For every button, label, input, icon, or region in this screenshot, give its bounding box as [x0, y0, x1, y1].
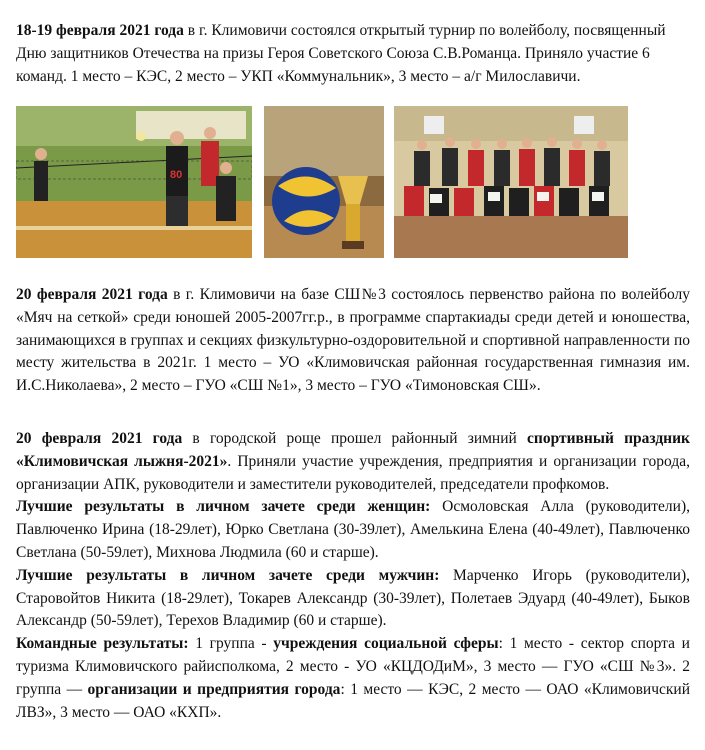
group1-name: учреждения социальной сферы [273, 635, 499, 653]
women-results [16, 496, 690, 564]
team-results-label: Командные результаты: [16, 635, 189, 653]
event-name: спортивный праздник «Климовичская лыжня-2021» [16, 430, 690, 470]
men-results [16, 565, 690, 633]
women-results-label: Лучшие результаты в личном зачете среди женщин: [16, 498, 431, 516]
svg-text:80: 80 [170, 169, 183, 181]
group2-name: организации и предприятия города [87, 680, 341, 698]
women-results-text: Осмоловская Алла (руководители), Павлюченко Ирина (18-29лет), Юрко Светлана (30-39лет), Амелькина Елена (40-49лет), Павлюченко Светлана (50-59лет), Михнова Людмила (60 и старше). [16, 498, 690, 561]
news-item-ski-festival [16, 428, 690, 724]
news-paragraph [16, 428, 690, 496]
news-date: 20 февраля 2021 года [16, 430, 183, 447]
men-results-label: Лучшие результаты в личном зачете среди мужчин: [16, 566, 440, 584]
news-paragraph [16, 20, 690, 88]
news-text: в городской роще прошел районный зимний [182, 430, 528, 447]
news-date: 18-19 февраля 2021 года [16, 22, 184, 39]
news-item-youth-volleyball [16, 284, 690, 398]
volleyball-game-photo[interactable] [16, 106, 252, 258]
news-date: 20 февраля 2021 года [16, 286, 168, 303]
team-results-text: 1 группа - [188, 635, 274, 653]
volleyball-trophy-photo[interactable] [264, 106, 384, 258]
news-item-volleyball-tournament [16, 20, 690, 88]
news-text: в г. Климовичи на базе СШ№3 состоялось первенство района по волейболу «Мяч на сеткой» среди юношей 2005-2007гг.р., в программе спартакиады среди детей и юношества, занимающихся в группах и секциях физкультурно-оздоровительной и спортивной направленности по месту жительства в 2021г. 1 место – УО «Климовичская районная государственная гимназия им. И.С.Николаева», 2 место – ГУО «СШ №1», 3 место – ГУО «Тимоновская СШ». [16, 286, 690, 395]
team-results-text: : 1 место - сектор спорта и туризма Климовичского райисполкома, 2 место - УО «КЦДОДиМ», 3 место — ГУО «СШ №3». 2 группа — [16, 635, 690, 698]
team-results-text: : 1 место — КЭС, 2 место — ОАО «Климовичский ЛВЗ», 3 место — ОАО «КХП». [16, 680, 691, 721]
news-text: . Приняли участие учреждения, предприятия и организации города, организации АПК, руководители и заместители руководителей, председатели профкомов. [16, 452, 690, 493]
team-results [16, 633, 690, 724]
team-group-photo[interactable] [394, 106, 628, 258]
news-paragraph [16, 284, 690, 398]
news-text: в г. Климовичи состоялся открытый турнир по волейболу, посвященный Дню защитников Отечества на призы Героя Советского Союза С.В.Романца. Приняло участие 6 команд. 1 место – КЭС, 2 место – УКП «Коммунальник», 3 место – а/г Милославичи. [16, 22, 666, 85]
men-results-text: Марченко Игорь (руководители), Старовойтов Никита (18-29лет), Токарев Александр (30-39лет), Полетаев Эдуард (40-49лет), Быков Александр (50-59лет), Терехов Владимир (60 и старше). [16, 566, 690, 630]
